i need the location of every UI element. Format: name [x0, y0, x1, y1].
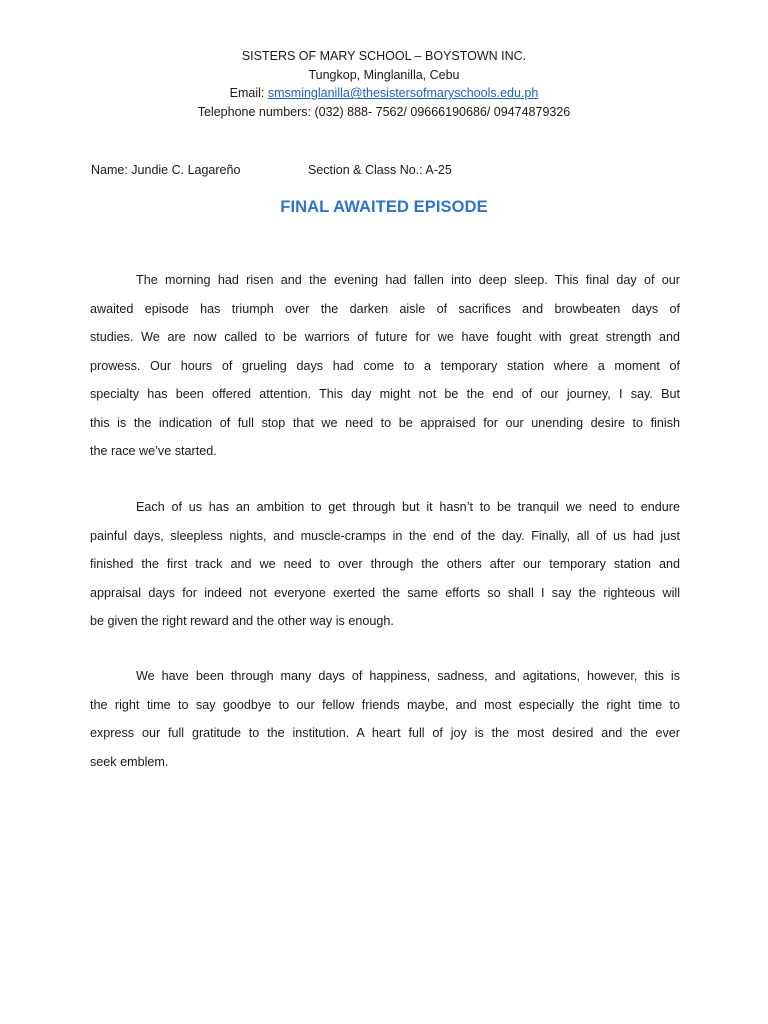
paragraph-line: Each of us has an ambition to get through but it hasn’t to be tranquil we need to endure — [136, 500, 680, 514]
paragraph-line: this is the indication of full stop that we need to be appraised for our unending desire to finish — [90, 415, 680, 430]
school-address: Tungkop, Minglanilla, Cebu — [308, 67, 460, 82]
paragraph-line: specialty has been offered attention. This day might not be the end of our journey, I say. But — [90, 387, 680, 401]
paragraph-line: awaited episode has triumph over the darken aisle of sacrifices and browbeaten days of — [90, 301, 680, 316]
paragraph-line: We have been through many days of happiness, sadness, and agitations, however, this is — [136, 669, 680, 683]
school-header — [0, 47, 768, 121]
telephone-line: Telephone numbers: (032) 888- 7562/ 09666190686/ 09474879326 — [197, 104, 571, 119]
paragraph-line: finished the first track and we need to over through the others after our temporary station and — [90, 557, 680, 571]
email-label: Email: — [229, 86, 268, 101]
email-line — [0, 84, 768, 103]
school-name: SISTERS OF MARY SCHOOL – BOYSTOWN INC. — [241, 49, 527, 63]
paragraph-line: appraisal days for indeed not everyone exerted the same efforts so shall I say the righteous will — [90, 585, 680, 600]
paragraph-line: The morning had risen and the evening had fallen into deep sleep. This final day of our — [136, 273, 680, 287]
essay-title: FINAL AWAITED EPISODE — [280, 198, 488, 216]
paragraph-line: the race we’ve started. — [90, 444, 217, 458]
paragraph-line: the right time to say goodbye to our fellow friends maybe, and most especially the right time to — [90, 697, 680, 712]
paragraph-line: seek emblem. — [90, 754, 169, 769]
section-class-no: Section & Class No.: A-25 — [308, 163, 452, 177]
student-name: Name: Jundie C. Lagareño — [91, 163, 241, 177]
paragraph-line: prowess. Our hours of grueling days had come to a temporary station where a moment of — [90, 358, 680, 373]
paragraph-line: express our full gratitude to the institution. A heart full of joy is the most desired and the ever — [90, 726, 680, 740]
paragraph-line: painful days, sleepless nights, and muscle-cramps in the end of the day. Finally, all of us had just — [90, 528, 680, 543]
paragraph-line: be given the right reward and the other way is enough. — [90, 614, 394, 628]
paragraph-line: studies. We are now called to be warriors of future for we have fought with great strength and — [90, 330, 680, 344]
email-link[interactable]: smsminglanilla@thesistersofmaryschools.edu.ph — [267, 86, 539, 101]
